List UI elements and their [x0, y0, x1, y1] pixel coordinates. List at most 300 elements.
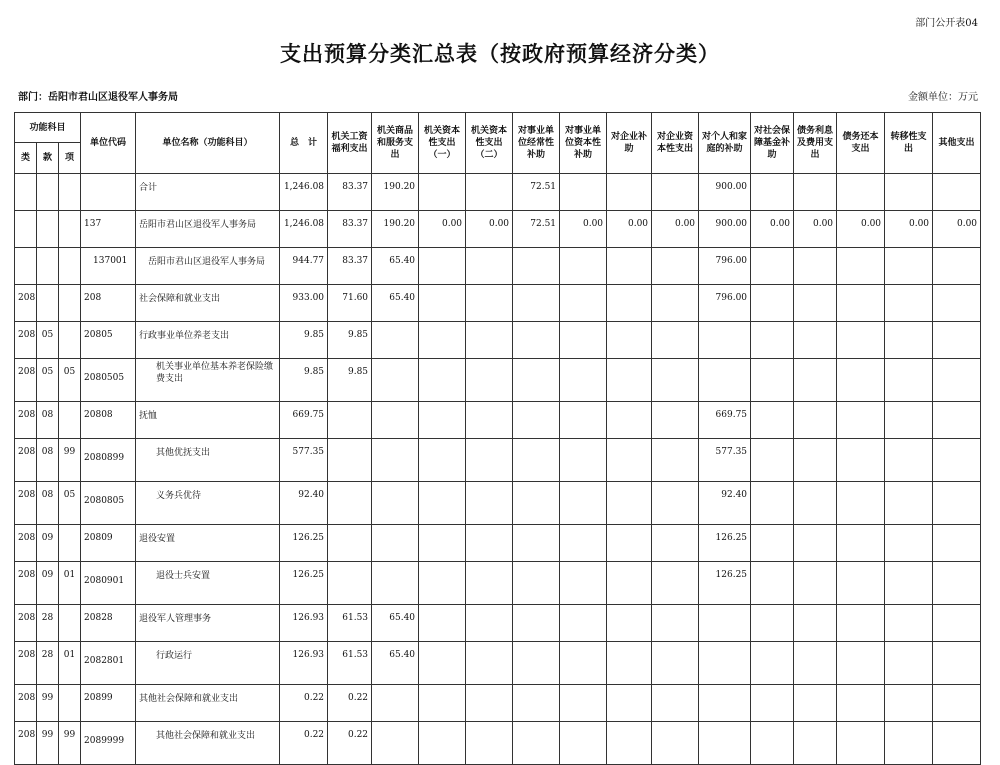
value-cell	[933, 402, 981, 439]
total-cell: 9.85	[280, 359, 328, 402]
value-cell	[794, 439, 837, 482]
value-cell	[699, 605, 751, 642]
value-cell	[837, 642, 885, 685]
value-cell	[560, 174, 607, 211]
value-cell	[466, 439, 513, 482]
value-cell	[794, 562, 837, 605]
col-header-14: 其他支出	[933, 113, 981, 174]
value-cell	[560, 605, 607, 642]
table-body	[15, 174, 981, 765]
value-cell	[607, 642, 652, 685]
value-cell: 65.40	[372, 642, 419, 685]
table-row	[15, 642, 981, 685]
table-row	[15, 562, 981, 605]
value-cell	[607, 562, 652, 605]
xiang-cell	[59, 402, 81, 439]
value-cell	[933, 722, 981, 765]
value-cell	[372, 722, 419, 765]
value-cell	[652, 482, 699, 525]
value-cell	[607, 322, 652, 359]
value-cell	[607, 439, 652, 482]
value-cell	[419, 685, 466, 722]
value-cell	[607, 402, 652, 439]
value-cell	[751, 605, 794, 642]
kuan-cell: 08	[37, 482, 59, 525]
lei-cell	[15, 211, 37, 248]
lei-cell: 208	[15, 685, 37, 722]
table-row	[15, 211, 981, 248]
value-cell	[466, 482, 513, 525]
value-cell	[933, 605, 981, 642]
value-cell: 92.40	[699, 482, 751, 525]
unit-name-cell: 机关事业单位基本养老保险缴费支出	[136, 359, 280, 402]
value-cell: 71.60	[328, 285, 372, 322]
value-cell	[466, 525, 513, 562]
unit-name-cell: 行政运行	[136, 642, 280, 685]
col-header-12: 债务还本支出	[837, 113, 885, 174]
table-row	[15, 402, 981, 439]
value-cell	[560, 322, 607, 359]
value-cell: 72.51	[513, 174, 560, 211]
value-cell	[466, 722, 513, 765]
value-cell	[372, 359, 419, 402]
value-cell	[794, 722, 837, 765]
value-cell	[652, 685, 699, 722]
value-cell	[513, 285, 560, 322]
value-cell	[885, 439, 933, 482]
kuan-cell: 28	[37, 605, 59, 642]
value-cell	[652, 402, 699, 439]
value-cell: 61.53	[328, 605, 372, 642]
lei-cell	[15, 174, 37, 211]
value-cell: 65.40	[372, 248, 419, 285]
value-cell	[885, 248, 933, 285]
value-cell	[513, 722, 560, 765]
value-cell	[699, 685, 751, 722]
value-cell: 65.40	[372, 605, 419, 642]
value-cell	[513, 605, 560, 642]
value-cell	[794, 482, 837, 525]
lei-cell: 208	[15, 482, 37, 525]
value-cell	[751, 285, 794, 322]
unit-code-cell	[81, 174, 136, 211]
value-cell: 126.25	[699, 525, 751, 562]
xiang-header: 项	[59, 143, 81, 174]
value-cell	[794, 322, 837, 359]
total-cell: 92.40	[280, 482, 328, 525]
value-cell	[607, 248, 652, 285]
department-label: 部门：岳阳市君山区退役军人事务局	[18, 92, 178, 103]
value-cell	[699, 642, 751, 685]
value-cell	[607, 605, 652, 642]
lei-cell: 208	[15, 285, 37, 322]
value-cell	[419, 359, 466, 402]
unit-name-cell: 其他优抚支出	[136, 439, 280, 482]
lei-cell: 208	[15, 562, 37, 605]
value-cell	[419, 248, 466, 285]
value-cell	[466, 285, 513, 322]
value-cell	[837, 285, 885, 322]
value-cell: 0.00	[837, 211, 885, 248]
unit-code-cell: 2089999	[81, 722, 136, 765]
value-cell	[794, 174, 837, 211]
total-cell: 126.93	[280, 605, 328, 642]
value-cell	[466, 402, 513, 439]
total-cell: 0.22	[280, 685, 328, 722]
value-cell	[885, 322, 933, 359]
total-cell: 9.85	[280, 322, 328, 359]
table-row	[15, 605, 981, 642]
unit-name-cell: 义务兵优待	[136, 482, 280, 525]
unit-name-cell: 社会保障和就业支出	[136, 285, 280, 322]
value-cell	[751, 322, 794, 359]
value-cell	[794, 525, 837, 562]
table-row	[15, 439, 981, 482]
value-cell	[419, 285, 466, 322]
lei-cell: 208	[15, 402, 37, 439]
value-cell	[372, 402, 419, 439]
value-cell	[837, 248, 885, 285]
xiang-cell: 99	[59, 439, 81, 482]
value-cell	[837, 482, 885, 525]
xiang-cell: 05	[59, 482, 81, 525]
value-cell	[885, 685, 933, 722]
value-cell	[837, 359, 885, 402]
func-subject-header: 功能科目	[15, 113, 81, 143]
value-cell: 0.00	[794, 211, 837, 248]
kuan-cell: 99	[37, 685, 59, 722]
col-header-6: 对事业单位资本性补助	[560, 113, 607, 174]
value-cell	[560, 248, 607, 285]
xiang-cell: 01	[59, 642, 81, 685]
value-cell	[513, 439, 560, 482]
value-cell	[751, 174, 794, 211]
unit-code-cell: 137001	[81, 248, 136, 285]
value-cell	[560, 482, 607, 525]
value-cell	[837, 174, 885, 211]
value-cell: 0.00	[419, 211, 466, 248]
value-cell	[933, 525, 981, 562]
value-cell	[419, 174, 466, 211]
value-cell	[466, 322, 513, 359]
value-cell	[372, 562, 419, 605]
value-cell	[751, 722, 794, 765]
value-cell	[513, 642, 560, 685]
page-title: 支出预算分类汇总表（按政府预算经济分类）	[280, 41, 720, 66]
value-cell	[751, 359, 794, 402]
value-cell	[933, 285, 981, 322]
col-header-13: 转移性支出	[885, 113, 933, 174]
budget-table	[14, 112, 981, 765]
unit-name-cell: 行政事业单位养老支出	[136, 322, 280, 359]
total-cell: 944.77	[280, 248, 328, 285]
kuan-cell	[37, 211, 59, 248]
value-cell	[885, 359, 933, 402]
value-cell	[560, 642, 607, 685]
table-row	[15, 482, 981, 525]
unit-code-cell: 2080899	[81, 439, 136, 482]
col-header-9: 对个人和家庭的补助	[699, 113, 751, 174]
value-cell	[607, 359, 652, 402]
value-cell	[652, 174, 699, 211]
value-cell	[513, 248, 560, 285]
total-cell: 669.75	[280, 402, 328, 439]
value-cell	[466, 562, 513, 605]
value-cell	[560, 562, 607, 605]
xiang-cell	[59, 285, 81, 322]
unit-code-cell: 2080805	[81, 482, 136, 525]
xiang-cell: 01	[59, 562, 81, 605]
xiang-cell	[59, 525, 81, 562]
value-cell	[933, 174, 981, 211]
value-cell	[751, 482, 794, 525]
lei-cell: 208	[15, 439, 37, 482]
value-cell	[837, 322, 885, 359]
value-cell	[794, 685, 837, 722]
kuan-cell: 09	[37, 562, 59, 605]
value-cell	[652, 642, 699, 685]
value-cell	[419, 439, 466, 482]
lei-cell	[15, 248, 37, 285]
value-cell	[328, 402, 372, 439]
kuan-cell	[37, 174, 59, 211]
value-cell	[419, 605, 466, 642]
value-cell	[837, 439, 885, 482]
total-cell: 126.25	[280, 562, 328, 605]
amount-unit-label: 金额单位：万元	[908, 92, 978, 103]
value-cell	[560, 525, 607, 562]
value-cell	[419, 322, 466, 359]
value-cell	[513, 402, 560, 439]
lei-cell: 208	[15, 322, 37, 359]
kuan-cell: 99	[37, 722, 59, 765]
table-row	[15, 322, 981, 359]
value-cell: 0.00	[466, 211, 513, 248]
value-cell: 0.00	[560, 211, 607, 248]
value-cell	[751, 439, 794, 482]
value-cell	[419, 525, 466, 562]
unit-name-header: 单位名称（功能科目）	[136, 113, 280, 174]
value-cell: 0.22	[328, 722, 372, 765]
total-cell: 1,246.08	[280, 211, 328, 248]
kuan-cell	[37, 248, 59, 285]
value-cell	[466, 605, 513, 642]
col-header-11: 债务利息及费用支出	[794, 113, 837, 174]
unit-name-cell: 岳阳市君山区退役军人事务局	[136, 248, 280, 285]
value-cell	[652, 439, 699, 482]
value-cell	[699, 322, 751, 359]
value-cell	[513, 685, 560, 722]
value-cell: 900.00	[699, 211, 751, 248]
table-row	[15, 685, 981, 722]
xiang-cell	[59, 174, 81, 211]
value-cell	[419, 482, 466, 525]
xiang-cell	[59, 605, 81, 642]
value-cell	[560, 402, 607, 439]
value-cell	[751, 685, 794, 722]
xiang-cell	[59, 685, 81, 722]
value-cell	[328, 562, 372, 605]
value-cell: 796.00	[699, 248, 751, 285]
value-cell	[560, 685, 607, 722]
xiang-cell	[59, 211, 81, 248]
form-code: 部门公开表04	[915, 18, 978, 29]
table-row	[15, 285, 981, 322]
total-cell: 0.22	[280, 722, 328, 765]
kuan-header: 款	[37, 143, 59, 174]
table-row	[15, 359, 981, 402]
value-cell: 83.37	[328, 248, 372, 285]
value-cell	[513, 525, 560, 562]
col-header-7: 对企业补助	[607, 113, 652, 174]
xiang-cell	[59, 248, 81, 285]
value-cell	[933, 562, 981, 605]
value-cell	[466, 685, 513, 722]
value-cell	[652, 285, 699, 322]
value-cell	[794, 359, 837, 402]
unit-code-cell: 20808	[81, 402, 136, 439]
value-cell	[560, 359, 607, 402]
value-cell	[466, 248, 513, 285]
unit-code-cell: 20809	[81, 525, 136, 562]
value-cell: 190.20	[372, 174, 419, 211]
value-cell: 577.35	[699, 439, 751, 482]
value-cell	[751, 402, 794, 439]
unit-code-cell: 20828	[81, 605, 136, 642]
table-row	[15, 174, 981, 211]
value-cell	[885, 285, 933, 322]
value-cell	[513, 322, 560, 359]
total-cell: 126.93	[280, 642, 328, 685]
unit-name-cell: 退役安置	[136, 525, 280, 562]
value-cell	[607, 285, 652, 322]
value-cell	[607, 685, 652, 722]
unit-code-cell: 2080505	[81, 359, 136, 402]
unit-name-cell: 合计	[136, 174, 280, 211]
value-cell: 65.40	[372, 285, 419, 322]
value-cell: 0.00	[933, 211, 981, 248]
value-cell	[933, 248, 981, 285]
col-header-2: 机关商品和服务支出	[372, 113, 419, 174]
value-cell	[751, 642, 794, 685]
value-cell: 126.25	[699, 562, 751, 605]
kuan-cell: 05	[37, 359, 59, 402]
value-cell	[885, 722, 933, 765]
value-cell	[652, 248, 699, 285]
unit-name-cell: 其他社会保障和就业支出	[136, 685, 280, 722]
unit-code-cell: 20899	[81, 685, 136, 722]
total-cell: 126.25	[280, 525, 328, 562]
value-cell	[560, 439, 607, 482]
value-cell	[751, 562, 794, 605]
value-cell	[794, 642, 837, 685]
value-cell	[607, 722, 652, 765]
value-cell	[885, 525, 933, 562]
table-row	[15, 248, 981, 285]
value-cell: 0.22	[328, 685, 372, 722]
kuan-cell	[37, 285, 59, 322]
value-cell: 0.00	[885, 211, 933, 248]
value-cell: 83.37	[328, 174, 372, 211]
value-cell	[885, 605, 933, 642]
kuan-cell: 08	[37, 439, 59, 482]
value-cell	[837, 722, 885, 765]
value-cell	[652, 562, 699, 605]
value-cell	[885, 174, 933, 211]
unit-code-cell: 2080901	[81, 562, 136, 605]
unit-name-cell: 其他社会保障和就业支出	[136, 722, 280, 765]
value-cell	[513, 359, 560, 402]
value-cell: 796.00	[699, 285, 751, 322]
value-cell	[652, 525, 699, 562]
value-cell	[372, 482, 419, 525]
value-cell: 0.00	[751, 211, 794, 248]
lei-cell: 208	[15, 722, 37, 765]
unit-code-cell: 20805	[81, 322, 136, 359]
value-cell	[652, 359, 699, 402]
value-cell	[372, 525, 419, 562]
value-cell	[607, 174, 652, 211]
col-header-1: 机关工资福利支出	[328, 113, 372, 174]
value-cell: 0.00	[607, 211, 652, 248]
value-cell	[751, 525, 794, 562]
unit-name-cell: 退役士兵安置	[136, 562, 280, 605]
value-cell	[885, 642, 933, 685]
xiang-cell: 05	[59, 359, 81, 402]
value-cell	[933, 439, 981, 482]
value-cell	[933, 642, 981, 685]
unit-code-cell: 208	[81, 285, 136, 322]
unit-code-cell: 137	[81, 211, 136, 248]
lei-cell: 208	[15, 642, 37, 685]
xiang-cell: 99	[59, 722, 81, 765]
col-header-3: 机关资本性支出（一）	[419, 113, 466, 174]
total-cell: 1,246.08	[280, 174, 328, 211]
kuan-cell: 05	[37, 322, 59, 359]
value-cell	[652, 722, 699, 765]
lei-cell: 208	[15, 525, 37, 562]
value-cell	[607, 525, 652, 562]
col-header-8: 对企业资本性支出	[652, 113, 699, 174]
value-cell: 190.20	[372, 211, 419, 248]
value-cell	[652, 322, 699, 359]
lei-cell: 208	[15, 359, 37, 402]
value-cell	[933, 685, 981, 722]
value-cell	[466, 174, 513, 211]
lei-cell: 208	[15, 605, 37, 642]
value-cell	[328, 482, 372, 525]
value-cell	[885, 482, 933, 525]
value-cell: 83.37	[328, 211, 372, 248]
value-cell	[699, 359, 751, 402]
unit-name-cell: 岳阳市君山区退役军人事务局	[136, 211, 280, 248]
unit-name-cell: 退役军人管理事务	[136, 605, 280, 642]
value-cell	[328, 525, 372, 562]
value-cell	[560, 285, 607, 322]
value-cell	[372, 439, 419, 482]
total-header: 总 计	[280, 113, 328, 174]
value-cell: 61.53	[328, 642, 372, 685]
value-cell	[372, 322, 419, 359]
col-header-10: 对社会保障基金补助	[751, 113, 794, 174]
kuan-cell: 28	[37, 642, 59, 685]
kuan-cell: 09	[37, 525, 59, 562]
value-cell: 9.85	[328, 322, 372, 359]
value-cell	[513, 562, 560, 605]
value-cell	[328, 439, 372, 482]
value-cell	[699, 722, 751, 765]
value-cell	[466, 359, 513, 402]
